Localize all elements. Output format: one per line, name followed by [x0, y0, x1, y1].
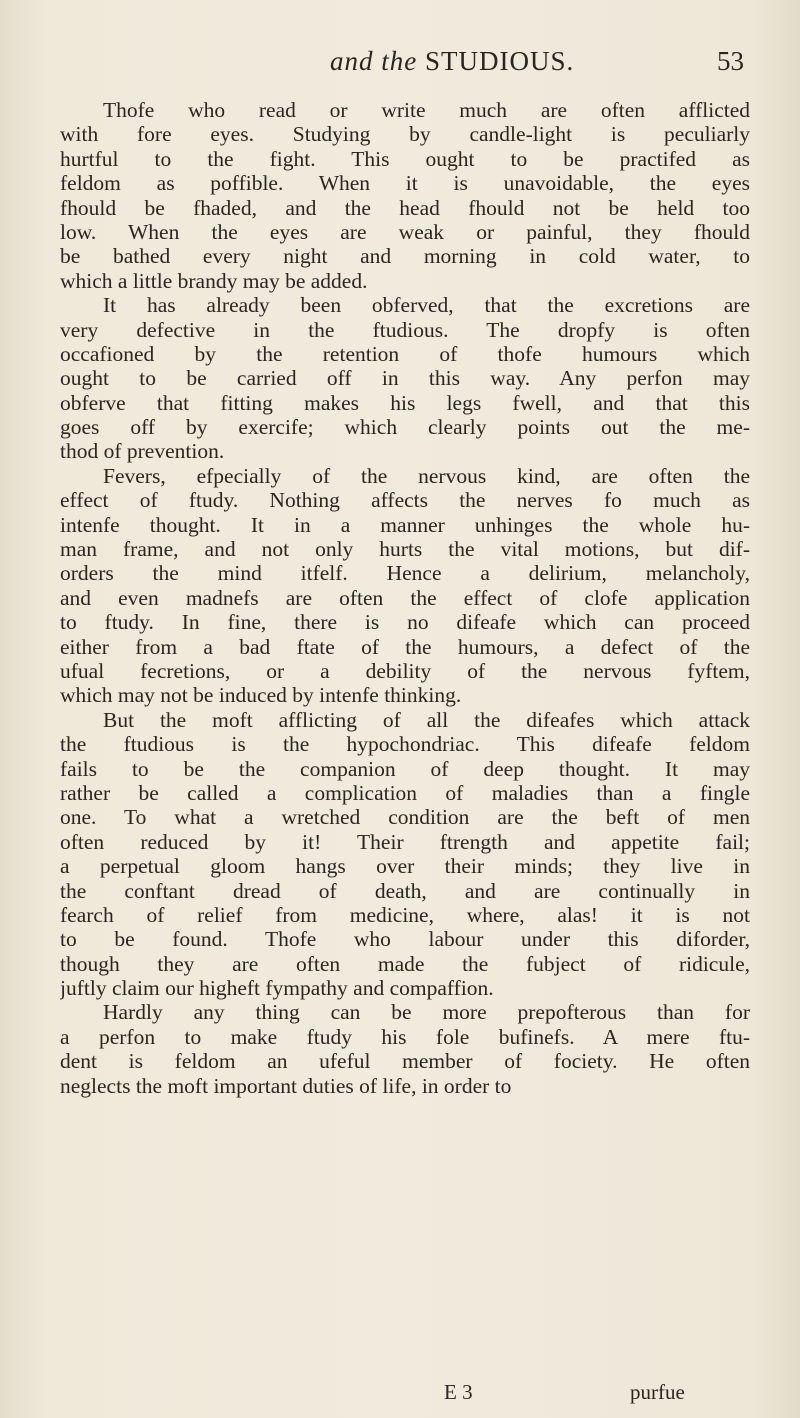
- text-line: fearch of relief from medicine, where, alas! it is not: [60, 902, 750, 927]
- signature-mark: E 3: [444, 1380, 473, 1404]
- text-line: ufual fecretions, or a debility of the nervous fyftem,: [60, 658, 750, 683]
- text-line: juftly claim our higheft fympathy and compaffion.: [60, 976, 494, 1001]
- page-number: 53: [717, 46, 744, 76]
- text-line: ought to be carried off in this way. Any perfon may: [60, 366, 750, 391]
- text-line: thod of prevention.: [60, 439, 225, 464]
- text-line: effect of ftudy. Nothing affects the nerves fo much as: [60, 488, 750, 513]
- text-line: Thofe who read or write much are often afflicted: [103, 98, 750, 122]
- text-line: with fore eyes. Studying by candle-light is peculiarly: [60, 122, 750, 147]
- text-line: to ftudy. In fine, there is no difeafe which can proceed: [60, 610, 750, 635]
- text-line: occafioned by the retention of thofe humours which: [60, 341, 750, 366]
- text-line: fhould be fhaded, and the head fhould not be held too: [60, 195, 750, 220]
- catchword: purfue: [630, 1380, 685, 1404]
- text-line: the conftant dread of death, and are continually in: [60, 878, 750, 903]
- text-line: It has already been obferved, that the excretions are: [103, 293, 750, 318]
- text-line: Hardly any thing can be more prepofterous than for: [103, 1000, 750, 1025]
- text-line: a perpetual gloom hangs over their minds; they live in: [60, 854, 750, 879]
- text-line: one. To what a wretched condition are the beft of men: [60, 805, 750, 830]
- running-title: [330, 46, 574, 77]
- text-line: either from a bad ftate of the humours, a defect of the: [60, 634, 750, 659]
- text-line: which may not be induced by intenfe thinking.: [60, 683, 462, 708]
- text-line: man frame, and not only hurts the vital motions, but dif-: [60, 537, 750, 562]
- text-line: obferve that fitting makes his legs fwell, and that this: [60, 390, 750, 415]
- text-line: the ftudious is the hypochondriac. This difeafe feldom: [60, 732, 750, 757]
- text-line: which a little brandy may be added.: [60, 268, 368, 293]
- running-title-caps: STUDIOUS.: [425, 46, 575, 76]
- running-title-italic: and the: [330, 46, 418, 76]
- text-line: low. When the eyes are weak or painful, they fhould: [60, 219, 750, 244]
- text-line: neglects the moft important duties of life, in order to: [60, 1073, 512, 1098]
- text-line: to be found. Thofe who labour under this diforder,: [60, 927, 750, 952]
- text-line: a perfon to make ftudy his fole bufinefs. A mere ftu-: [60, 1024, 750, 1049]
- text-line: hurtful to the fight. This ought to be practifed as: [60, 146, 750, 171]
- text-line: goes off by exercife; which clearly points out the me-: [60, 415, 750, 440]
- text-line: be bathed every night and morning in cold water, to: [60, 244, 750, 269]
- text-line: dent is feldom an ufeful member of fociety. He often: [60, 1049, 750, 1074]
- text-line: Fevers, efpecially of the nervous kind, are often the: [103, 463, 750, 488]
- text-line: fails to be the companion of deep thought. It may: [60, 756, 750, 781]
- text-line: and even madnefs are often the effect of clofe application: [60, 585, 750, 610]
- page-footer: [0, 1380, 800, 1410]
- body-text: [60, 98, 750, 1098]
- text-line: intenfe thought. It in a manner unhinges the whole hu-: [60, 512, 750, 537]
- text-line: But the moft afflicting of all the difeafes which attack: [103, 707, 750, 732]
- text-line: very defective in the ftudious. The dropfy is often: [60, 317, 750, 342]
- text-line: though they are often made the fubject of ridicule,: [60, 951, 750, 976]
- text-line: orders the mind itfelf. Hence a delirium, melancholy,: [60, 561, 750, 586]
- text-line: feldom as poffible. When it is unavoidable, the eyes: [60, 171, 750, 196]
- text-line: often reduced by it! Their ftrength and appetite fail;: [60, 829, 750, 854]
- text-line: rather be called a complication of maladies than a fingle: [60, 780, 750, 805]
- page-header: [0, 46, 800, 86]
